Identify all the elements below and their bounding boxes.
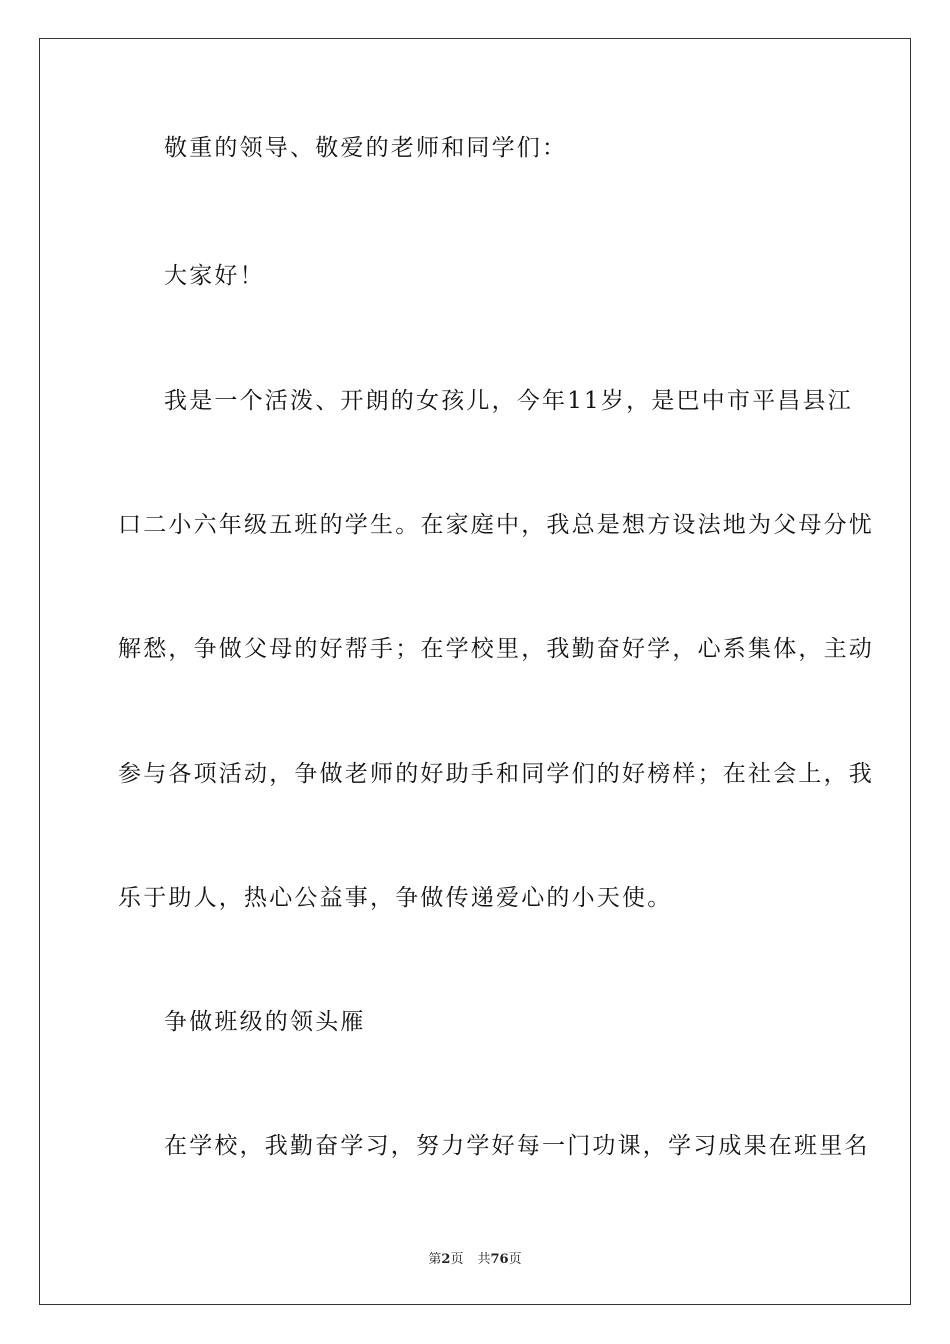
total-pages: 76 — [490, 1252, 509, 1267]
greeting: 大家好！ — [164, 263, 265, 289]
page-suffix: 页 — [450, 1252, 464, 1267]
body-line: 参与各项活动，争做老师的好助手和同学们的好榜样；在社会上，我 — [118, 761, 874, 787]
section-heading: 争做班级的领头雁 — [164, 1009, 366, 1035]
total-prefix: 共 — [477, 1252, 491, 1267]
page-number: 2 — [441, 1252, 451, 1267]
page-prefix: 第 — [428, 1252, 442, 1267]
body-line: 在学校，我勤奋学习，努力学好每一门功课，学习成果在班里名 — [164, 1133, 870, 1159]
page-border — [39, 38, 911, 1305]
page-footer — [0, 1248, 950, 1267]
body-line: 解愁，争做父母的好帮手；在学校里，我勤奋好学，心系集体，主动 — [118, 636, 874, 662]
salutation: 敬重的领导、敬爱的老师和同学们： — [164, 135, 568, 161]
body-line: 口二小六年级五班的学生。在家庭中，我总是想方设法地为父母分忧 — [118, 512, 874, 538]
body-line: 我是一个活泼、开朗的女孩儿，今年11岁，是巴中市平昌县江 — [164, 388, 853, 414]
total-suffix: 页 — [508, 1252, 522, 1267]
body-line: 乐于助人，热心公益事，争做传递爱心的小天使。 — [118, 885, 673, 911]
